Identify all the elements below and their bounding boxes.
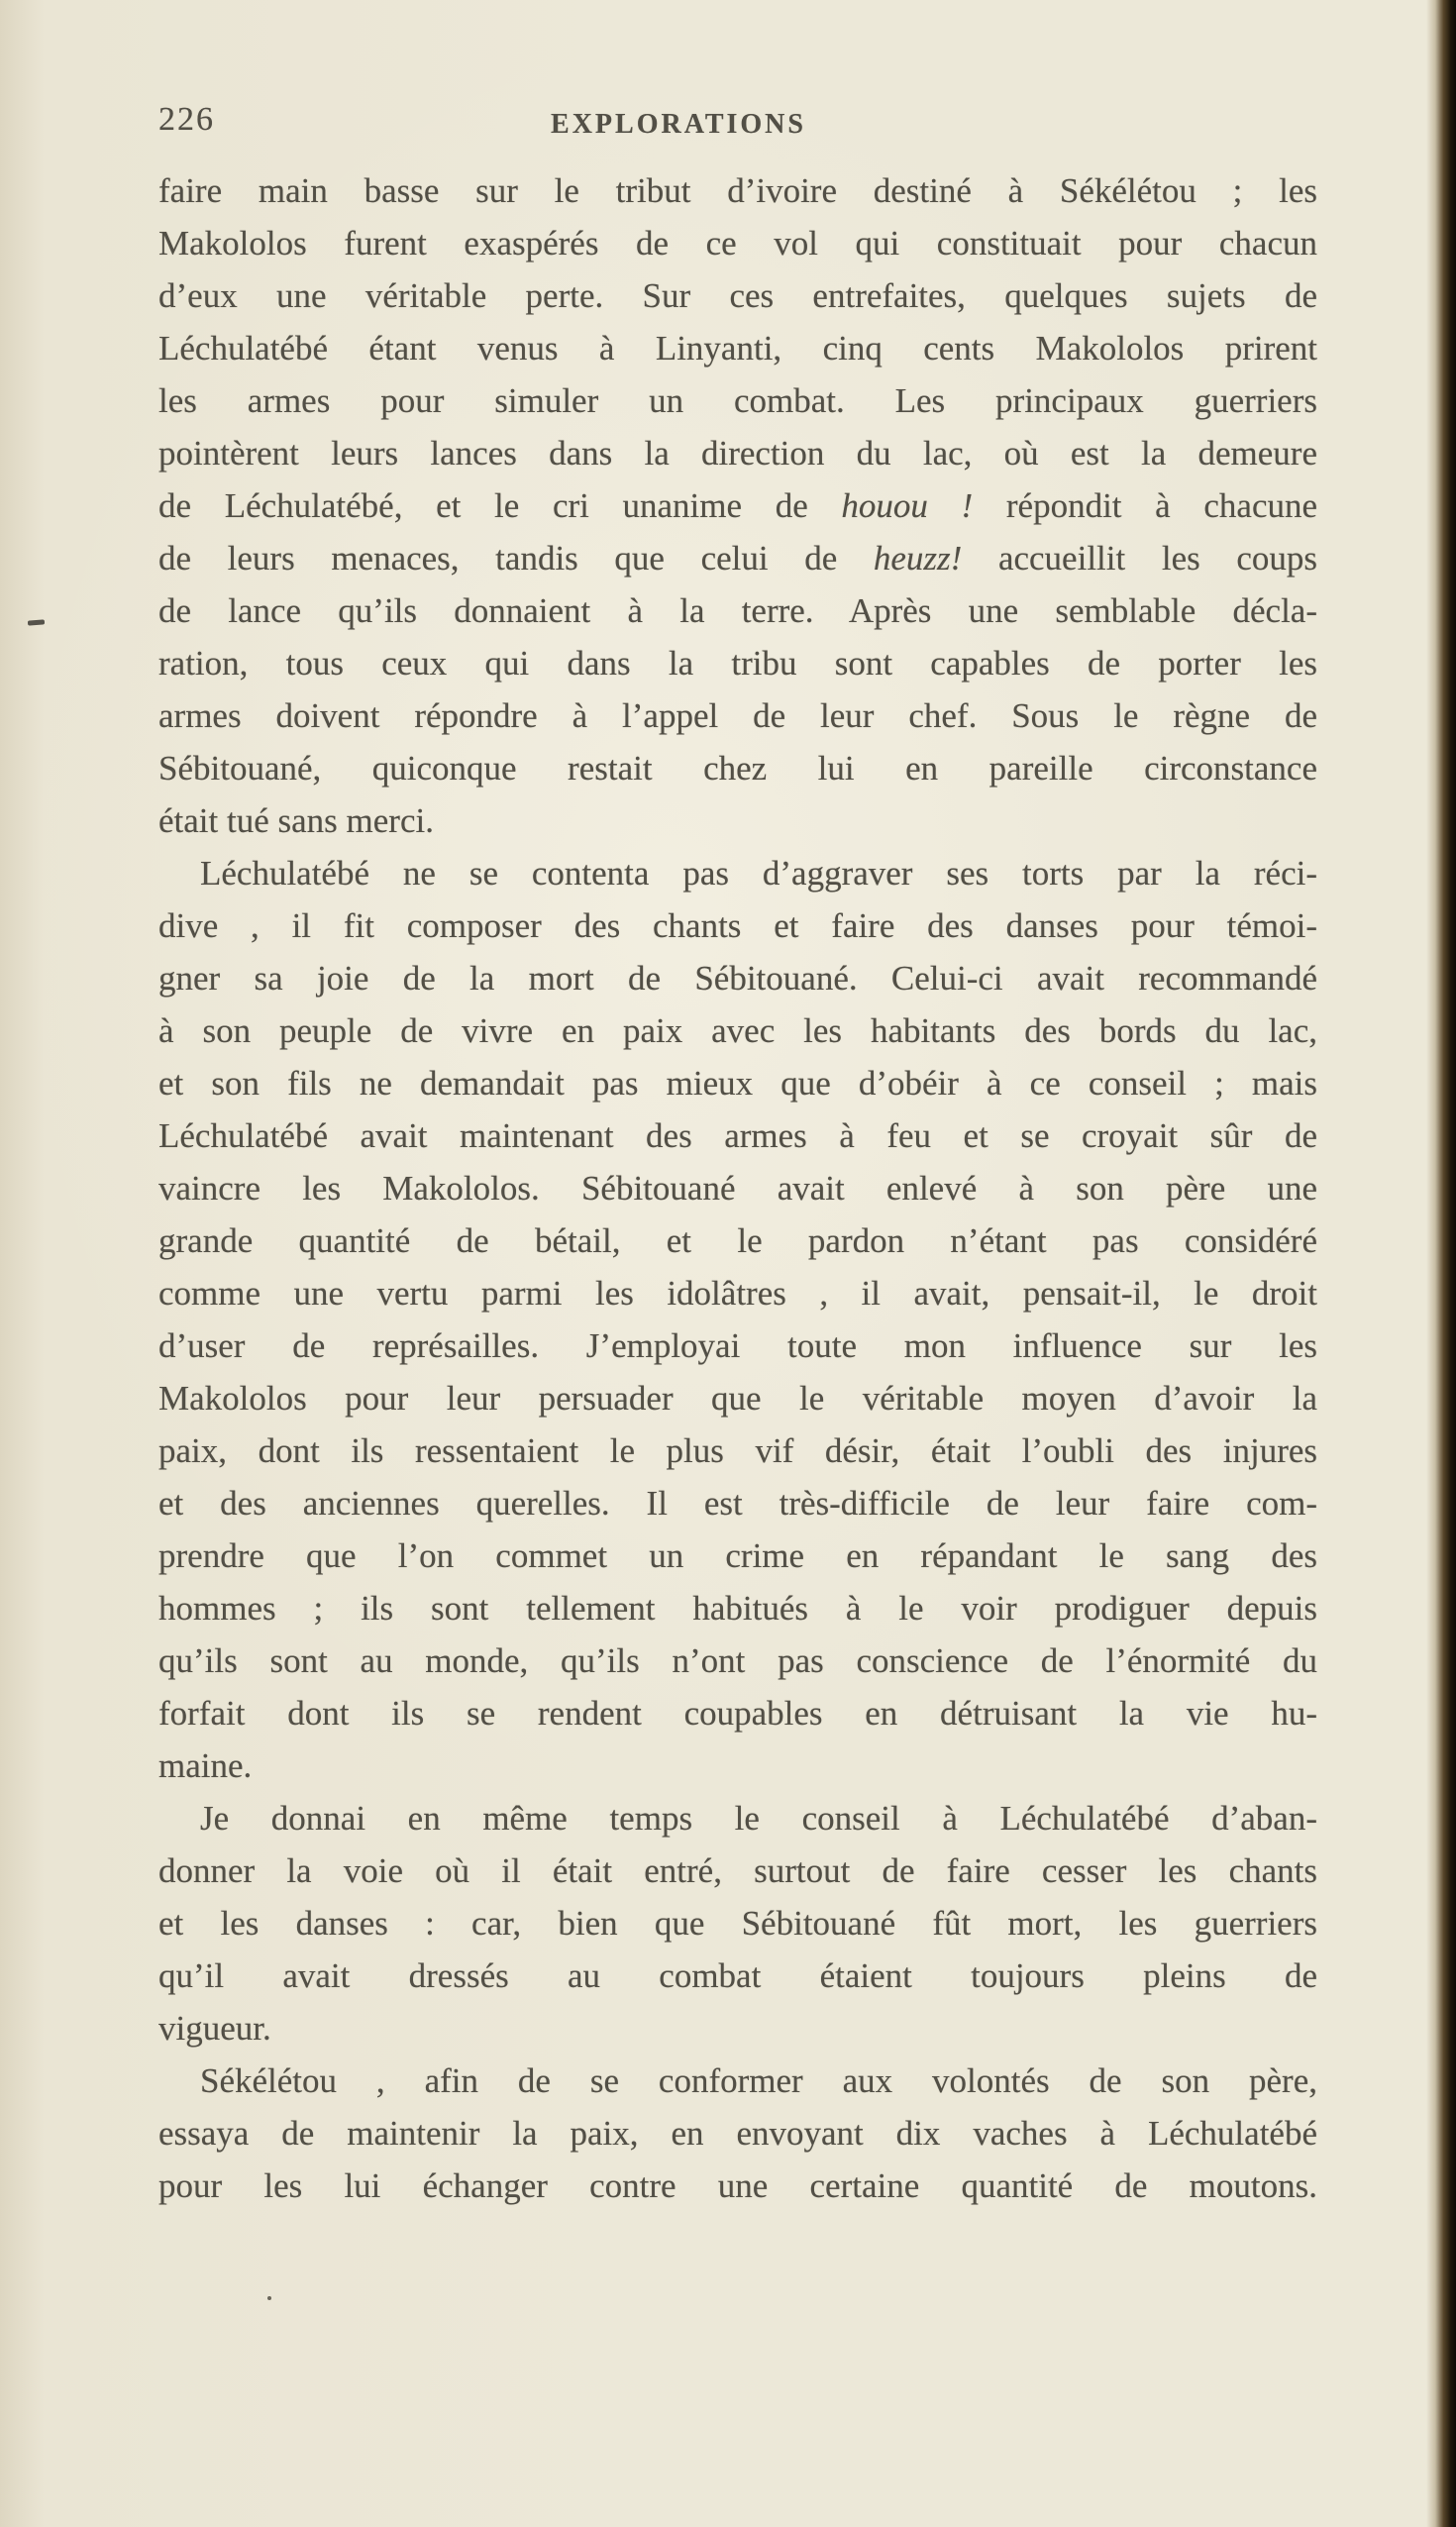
text-line <box>158 794 1317 847</box>
text-line <box>158 1634 1317 1687</box>
body-text <box>158 164 1317 2212</box>
text-segment: Makololos pour leur persuader que le véritable moyen d’avoir la <box>158 1379 1317 1418</box>
text-line <box>158 1372 1317 1424</box>
text-line <box>158 1477 1317 1529</box>
text-segment: gner sa joie de la mort de Sébitouané. Celui-ci avait recommandé <box>158 959 1317 998</box>
paragraph <box>158 164 1317 847</box>
text-line <box>158 479 1317 532</box>
text-segment: Sékélétou , afin de se conformer aux volontés de son père, <box>200 2061 1317 2100</box>
text-line <box>158 374 1317 427</box>
text-segment: à son peuple de vivre en paix avec les habitants des bords du lac, <box>158 1011 1317 1050</box>
text-line <box>158 2107 1317 2159</box>
paragraph <box>158 847 1317 1792</box>
text-segment: et les danses : car, bien que Sébitouané fût mort, les guerriers <box>158 1904 1317 1943</box>
text-line <box>158 637 1317 689</box>
text-line <box>158 2054 1317 2107</box>
text-line <box>158 1424 1317 1477</box>
running-title: EXPLORATIONS <box>551 109 806 140</box>
text-segment: d’user de représailles. J’employai toute mon influence sur les <box>158 1326 1317 1365</box>
text-line <box>158 269 1317 322</box>
text-line <box>158 2159 1317 2212</box>
text-segment: accueillit les coups <box>962 539 1317 578</box>
text-segment: vigueur. <box>158 2009 271 2048</box>
text-line <box>158 322 1317 374</box>
text-line <box>158 1582 1317 1634</box>
text-line <box>158 1004 1317 1057</box>
text-segment: armes doivent répondre à l’appel de leur chef. Sous le règne de <box>158 696 1317 735</box>
text-segment: Léchulatébé étant venus à Linyanti, cinq cents Makololos prirent <box>158 329 1317 368</box>
text-line <box>158 1057 1317 1109</box>
text-segment: faire main basse sur le tribut d’ivoire destiné à Sékélétou ; les <box>158 171 1317 210</box>
text-line <box>158 1739 1317 1792</box>
italic-text-segment: houou ! <box>841 486 974 525</box>
text-line <box>158 1792 1317 1844</box>
text-line <box>158 689 1317 742</box>
text-line <box>158 847 1317 899</box>
ink-speck-artifact <box>267 2296 271 2300</box>
text-segment: vaincre les Makololos. Sébitouané avait enlevé à son père une <box>158 1169 1317 1208</box>
text-segment: qu’ils sont au monde, qu’ils n’ont pas conscience de l’énormité du <box>158 1641 1317 1680</box>
text-line <box>158 1844 1317 1897</box>
text-segment: donner la voie où il était entré, surtout de faire cesser les chants <box>158 1851 1317 1890</box>
text-segment: pour les lui échanger contre une certaine quantité de moutons. <box>158 2166 1317 2205</box>
text-segment: essaya de maintenir la paix, en envoyant dix vaches à Léchulatébé <box>158 2114 1317 2153</box>
page-number: 226 <box>158 101 215 138</box>
text-line <box>158 1529 1317 1582</box>
text-line <box>158 1897 1317 1949</box>
text-segment: de lance qu’ils donnaient à la terre. Après une semblable décla- <box>158 591 1317 630</box>
text-segment: de leurs menaces, tandis que celui de <box>158 539 874 578</box>
text-line <box>158 2002 1317 2054</box>
text-line <box>158 164 1317 217</box>
italic-text-segment: heuzz! <box>873 539 963 578</box>
paragraph <box>158 1792 1317 2054</box>
text-segment: d’eux une véritable perte. Sur ces entrefaites, quelques sujets de <box>158 276 1317 315</box>
text-segment: Léchulatébé ne se contenta pas d’aggraver ses torts par la réci- <box>200 854 1317 893</box>
text-line <box>158 1687 1317 1739</box>
text-line <box>158 532 1317 584</box>
text-segment: dive , il fit composer des chants et faire des danses pour témoi- <box>158 906 1317 945</box>
text-segment: hommes ; ils sont tellement habitués à le voir prodiguer depuis <box>158 1589 1317 1628</box>
text-line <box>158 952 1317 1004</box>
text-segment: pointèrent leurs lances dans la direction du lac, où est la demeure <box>158 434 1317 473</box>
text-line <box>158 1267 1317 1319</box>
text-line <box>158 1319 1317 1372</box>
text-segment: et son fils ne demandait pas mieux que d’obéir à ce conseil ; mais <box>158 1064 1317 1103</box>
text-segment: Je donnai en même temps le conseil à Léchulatébé d’aban- <box>200 1799 1317 1838</box>
text-segment: répondit à chacune <box>973 486 1317 525</box>
text-segment: prendre que l’on commet un crime en répandant le sang des <box>158 1536 1317 1575</box>
text-segment: paix, dont ils ressentaient le plus vif désir, était l’oubli des injures <box>158 1431 1317 1470</box>
text-segment: grande quantité de bétail, et le pardon n’étant pas considéré <box>158 1221 1317 1260</box>
text-segment: forfait dont ils se rendent coupables en détruisant la vie hu- <box>158 1694 1317 1733</box>
text-line <box>158 1109 1317 1162</box>
book-gutter-shadow <box>1426 0 1456 2527</box>
text-segment: qu’il avait dressés au combat étaient toujours pleins de <box>158 1956 1317 1995</box>
text-segment: les armes pour simuler un combat. Les principaux guerriers <box>158 381 1317 420</box>
text-line <box>158 427 1317 479</box>
text-line <box>158 1949 1317 2002</box>
text-segment: était tué sans merci. <box>158 801 434 840</box>
text-segment: Sébitouané, quiconque restait chez lui en pareille circonstance <box>158 749 1317 788</box>
text-line <box>158 899 1317 952</box>
text-segment: Léchulatébé avait maintenant des armes à feu et se croyait sûr de <box>158 1116 1317 1155</box>
text-line <box>158 742 1317 794</box>
text-line <box>158 217 1317 269</box>
text-segment: de Léchulatébé, et le cri unanime de <box>158 486 842 525</box>
text-segment: ration, tous ceux qui dans la tribu sont capables de porter les <box>158 644 1317 683</box>
text-segment: maine. <box>158 1746 253 1785</box>
text-segment: comme une vertu parmi les idolâtres , il avait, pensait-il, le droit <box>158 1274 1317 1313</box>
text-line <box>158 584 1317 637</box>
text-segment: et des anciennes querelles. Il est très-difficile de leur faire com- <box>158 1484 1317 1523</box>
margin-dash-artifact <box>28 619 45 625</box>
text-line <box>158 1214 1317 1267</box>
paragraph <box>158 2054 1317 2212</box>
text-segment: Makololos furent exaspérés de ce vol qui constituait pour chacun <box>158 224 1317 263</box>
text-line <box>158 1162 1317 1214</box>
